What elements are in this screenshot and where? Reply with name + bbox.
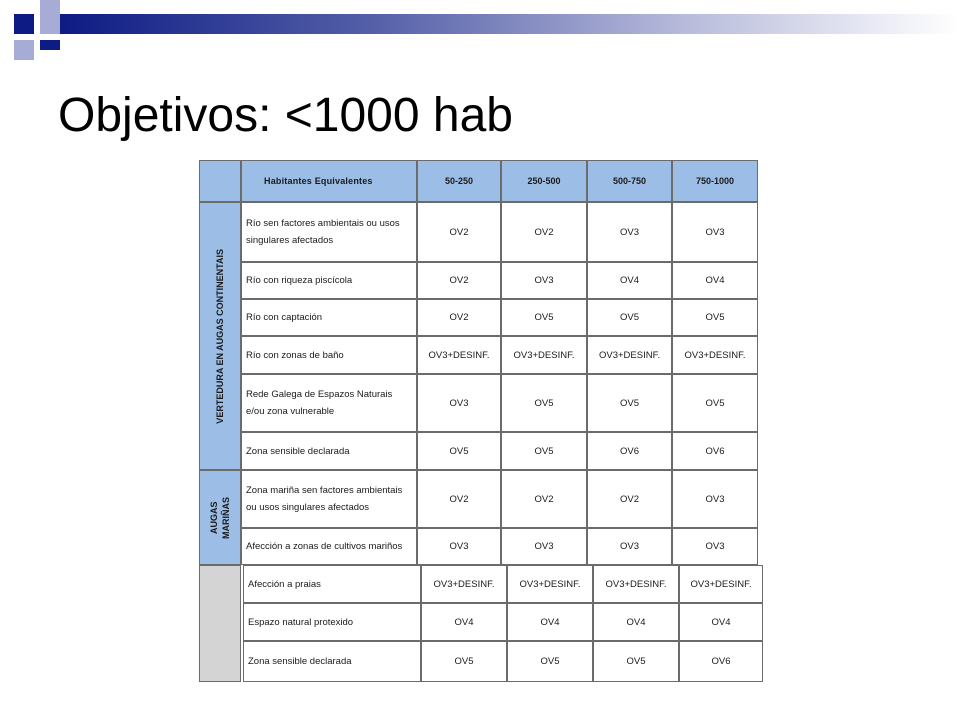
row-value: OV3+DESINF. xyxy=(421,565,507,603)
row-label: Rede Galega de Espazos Naturais e/ou zona vulnerable xyxy=(241,374,417,432)
header-square-lavender-small xyxy=(14,40,34,60)
row-value: OV3 xyxy=(672,202,758,262)
row-value: OV4 xyxy=(507,603,593,641)
row-value: OV3+DESINF. xyxy=(672,336,758,374)
row-value: OV5 xyxy=(587,374,672,432)
row-value: OV2 xyxy=(417,470,501,528)
row-value: OV2 xyxy=(587,470,672,528)
row-value: OV5 xyxy=(672,374,758,432)
row-value: OV5 xyxy=(593,641,679,682)
row-value: OV5 xyxy=(421,641,507,682)
row-value: OV3 xyxy=(672,470,758,528)
row-label: Zona mariña sen factores ambientais ou usos singulares afectados xyxy=(241,470,417,528)
row-label: Río con riqueza piscícola xyxy=(241,262,417,299)
row-value: OV6 xyxy=(587,432,672,470)
row-value: OV3+DESINF. xyxy=(593,565,679,603)
header-col-4: 750-1000 xyxy=(672,160,758,202)
header-gradient-bar xyxy=(60,14,960,34)
slide-title: Objetivos: <1000 hab xyxy=(58,89,513,142)
row-value: OV5 xyxy=(417,432,501,470)
row-value: OV3+DESINF. xyxy=(501,336,587,374)
row-value: OV3 xyxy=(417,374,501,432)
row-value: OV3+DESINF. xyxy=(587,336,672,374)
row-value: OV4 xyxy=(679,603,763,641)
row-value: OV5 xyxy=(501,432,587,470)
objectives-table xyxy=(199,160,765,682)
row-value: OV5 xyxy=(501,374,587,432)
group-continuation xyxy=(199,565,241,682)
row-value: OV2 xyxy=(501,470,587,528)
row-value: OV4 xyxy=(593,603,679,641)
header-col-1: 50-250 xyxy=(417,160,501,202)
row-label: Afección a zonas de cultivos mariños xyxy=(241,528,417,565)
row-value: OV5 xyxy=(672,299,758,336)
header-col-2: 250-500 xyxy=(501,160,587,202)
row-label: Afección a praias xyxy=(243,565,421,603)
table-corner-cell xyxy=(199,160,241,202)
row-label: Zona sensible declarada xyxy=(241,432,417,470)
row-label: Zona sensible declarada xyxy=(243,641,421,682)
row-value: OV4 xyxy=(672,262,758,299)
row-label: Río sen factores ambientais ou usos singulares afectados xyxy=(241,202,417,262)
row-value: OV6 xyxy=(679,641,763,682)
header-habitantes: Habitantes Equivalentes xyxy=(241,160,417,202)
row-label: Río con captación xyxy=(241,299,417,336)
row-value: OV3 xyxy=(672,528,758,565)
row-value: OV3 xyxy=(587,202,672,262)
row-value: OV6 xyxy=(672,432,758,470)
row-label: Espazo natural protexido xyxy=(243,603,421,641)
row-value: OV3 xyxy=(501,528,587,565)
row-value: OV2 xyxy=(417,299,501,336)
row-value: OV3+DESINF. xyxy=(417,336,501,374)
group-marinas-label xyxy=(208,497,232,539)
row-value: OV2 xyxy=(417,202,501,262)
row-value: OV5 xyxy=(501,299,587,336)
row-value: OV3 xyxy=(587,528,672,565)
header-square-navy xyxy=(14,14,34,34)
row-value: OV5 xyxy=(587,299,672,336)
group-continental xyxy=(199,202,241,470)
row-value: OV4 xyxy=(421,603,507,641)
group-continental-label: VERTEDURA EN AUGAS CONTINENTAIS xyxy=(215,248,225,424)
group-marinas-label-line2: MARIÑAS xyxy=(221,496,231,539)
group-marinas xyxy=(199,470,241,565)
row-value: OV3+DESINF. xyxy=(679,565,763,603)
row-value: OV3 xyxy=(417,528,501,565)
header-col-3: 500-750 xyxy=(587,160,672,202)
row-value: OV3+DESINF. xyxy=(507,565,593,603)
row-value: OV2 xyxy=(501,202,587,262)
header-square-lavender xyxy=(40,0,60,34)
row-value: OV3 xyxy=(501,262,587,299)
row-label: Río con zonas de baño xyxy=(241,336,417,374)
header-square-navy-small xyxy=(40,40,60,50)
row-value: OV4 xyxy=(587,262,672,299)
row-value: OV5 xyxy=(507,641,593,682)
group-marinas-label-line1: AUGAS xyxy=(209,501,219,534)
row-value: OV2 xyxy=(417,262,501,299)
